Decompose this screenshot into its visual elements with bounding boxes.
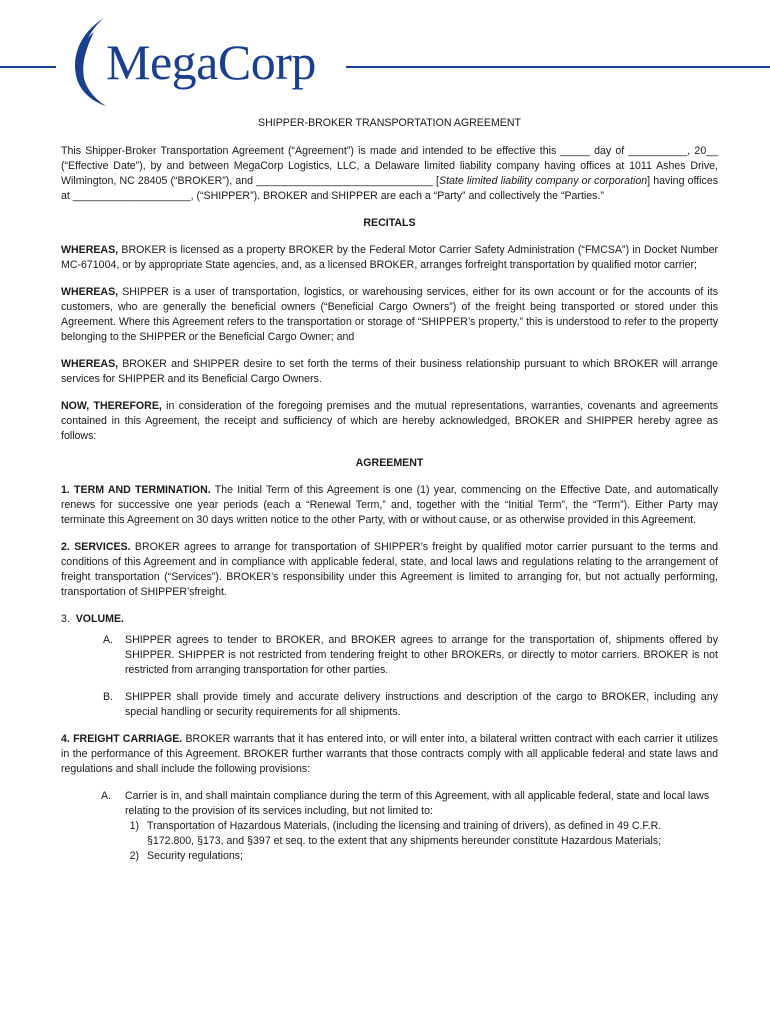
recital-lead: WHEREAS, xyxy=(61,358,119,370)
recital-lead: WHEREAS, xyxy=(61,244,119,256)
recital-text: BROKER and SHIPPER desire to set forth the terms of their business relationship pursuant to which BROKER will arrange services for SHIPPER and its Beneficial Cargo Owners. xyxy=(61,358,718,385)
section-lead: VOLUME. xyxy=(75,613,124,625)
nested-list-text: Security regulations; xyxy=(147,850,243,862)
nested-list-marker: 1) xyxy=(129,820,139,832)
document-title: SHIPPER-BROKER TRANSPORTATION AGREEMENT xyxy=(258,117,521,129)
section-lead: 2. SERVICES. xyxy=(61,541,131,553)
recital-text: in consideration of the foregoing premises and the mutual representations, warranties, covenants and agreements contained in this Agreement, the receipt and sufficiency of which are hereby acknowledged, BROKER and SHIPPER hereby agree as follows: xyxy=(61,400,718,442)
recital-lead: NOW, THEREFORE, xyxy=(61,400,162,412)
recital-paragraph xyxy=(61,399,718,444)
volume-list xyxy=(61,633,718,720)
recital-paragraph xyxy=(61,357,718,387)
recital-text: BROKER is licensed as a property BROKER by the Federal Motor Carrier Safety Administration (“FMCSA”) in Docket Number MC-671004, or by appropriate State agencies, and, as a licensed BROKER, arranges forfreight transportation by qualified motor carrier; xyxy=(61,244,718,271)
list-text: Carrier is in, and shall maintain compliance during the term of this Agreement, with all applicable federal, state and local laws relating to the provision of its services including, but not limited to: xyxy=(125,790,710,817)
intro-italic-text: State limited liability company or corporation xyxy=(439,175,648,187)
list-text: SHIPPER shall provide timely and accurate delivery instructions and description of the cargo to BROKER, including any special handling or security requirements for all shipments. xyxy=(125,691,718,718)
recital-lead: WHEREAS, xyxy=(61,286,119,298)
section-text: The Initial Term of this Agreement is one (1) year, commencing on the Effective Date, and automatically renews for successive one year periods (each a “Renewal Term,” and, together with the “Initial Term”, the “Term”). Either Party may terminate this Agreement on 30 days written notice to the other Party, with or without cause, or as otherwise provided in this Agreement. xyxy=(61,484,719,526)
letterhead xyxy=(0,0,770,110)
list-body xyxy=(125,789,718,864)
section-volume-heading xyxy=(61,612,718,627)
intro-text-part2: ] having offices at ____________________, (“SHIPPER”). BROKER and SHIPPER are each a “Party” and collectively the “Parties.” xyxy=(61,175,719,202)
nested-list-text: Transportation of Hazardous Materials, (including the licensing and training of drivers), as defined in 49 C.F.R. §172.800, §173, and §397 et seq. to the extent that any shipments hereunder constitute Hazardous Materials; xyxy=(147,820,662,847)
recital-text: SHIPPER is a user of transportation, logistics, or warehousing services, either for its own account or for the accounts of its customers, who are generally the beneficial owners (“Beneficial Cargo Owners”) of the freight being transported or stored under this Agreement. Where this Agreement refers to the transportation or storage of “SHIPPER’s property,” this is understood to refer to the property belonging to the SHIPPER or the Beneficial Cargo Owner; and xyxy=(61,286,718,343)
megacorp-logo-icon xyxy=(64,16,110,108)
recital-paragraph xyxy=(61,285,718,345)
recitals-heading: RECITALS xyxy=(363,217,416,229)
header-rule-left xyxy=(0,66,56,68)
list-item xyxy=(61,633,718,678)
section-services xyxy=(61,540,718,600)
intro-text-part1: This Shipper-Broker Transportation Agreement (“Agreement”) is made and intended to be effective this _____ day of __________, 20__ (“Effective Date”), by and between MegaCorp Logistics, LLC, a Delaware limited liability company having offices at 1011 Ashes Drive, Wilmington, NC 28405 (“BROKER”), and ______________________________ [ xyxy=(61,145,718,187)
company-logo-text: MegaCorp xyxy=(106,34,316,90)
intro-paragraph xyxy=(61,144,718,204)
nested-list-marker: 2) xyxy=(129,850,139,862)
nested-list xyxy=(125,819,718,864)
nested-list-item xyxy=(125,849,718,864)
section-lead: 4. FREIGHT CARRIAGE. xyxy=(61,733,183,745)
list-item xyxy=(61,789,718,864)
nested-list-item xyxy=(125,819,718,849)
agreement-heading: AGREEMENT xyxy=(355,457,424,469)
section-lead: 1. TERM AND TERMINATION. xyxy=(61,484,211,496)
section-text: BROKER warrants that it has entered into, or will enter into, a bilateral written contract with each carrier it utilizes in the performance of this Agreement. BROKER further warrants that those contracts comply with all applicable federal and state laws and regulations and shall include the following provisions: xyxy=(61,733,718,775)
recital-paragraph xyxy=(61,243,718,273)
list-marker: A. xyxy=(102,634,113,646)
header-rule-right xyxy=(346,66,770,68)
list-marker: A. xyxy=(100,790,111,802)
section-term-and-termination xyxy=(61,483,718,528)
section-freight-carriage xyxy=(61,732,718,777)
document-body xyxy=(61,116,718,864)
list-marker: B. xyxy=(102,691,113,703)
list-item xyxy=(61,690,718,720)
section-text: BROKER agrees to arrange for transportation of SHIPPER’s freight by qualified motor carrier pursuant to the terms and conditions of this Agreement and in compliance with applicable federal, state, and local laws and regulations relating to the arrangement of freight transportation (“Services”). BROKER’s responsibility under this Agreement is limited to arranging for, but not actually performing, transportation of SHIPPER’sfreight. xyxy=(61,541,718,598)
section-number: 3. xyxy=(61,613,70,625)
list-text: SHIPPER agrees to tender to BROKER, and BROKER agrees to arrange for the transportation of, shipments offered by SHIPPER. SHIPPER is not restricted from tendering freight to other BROKERs, or directly to motor carriers. BROKER is not restricted from arranging transportation for other parties. xyxy=(125,634,718,676)
